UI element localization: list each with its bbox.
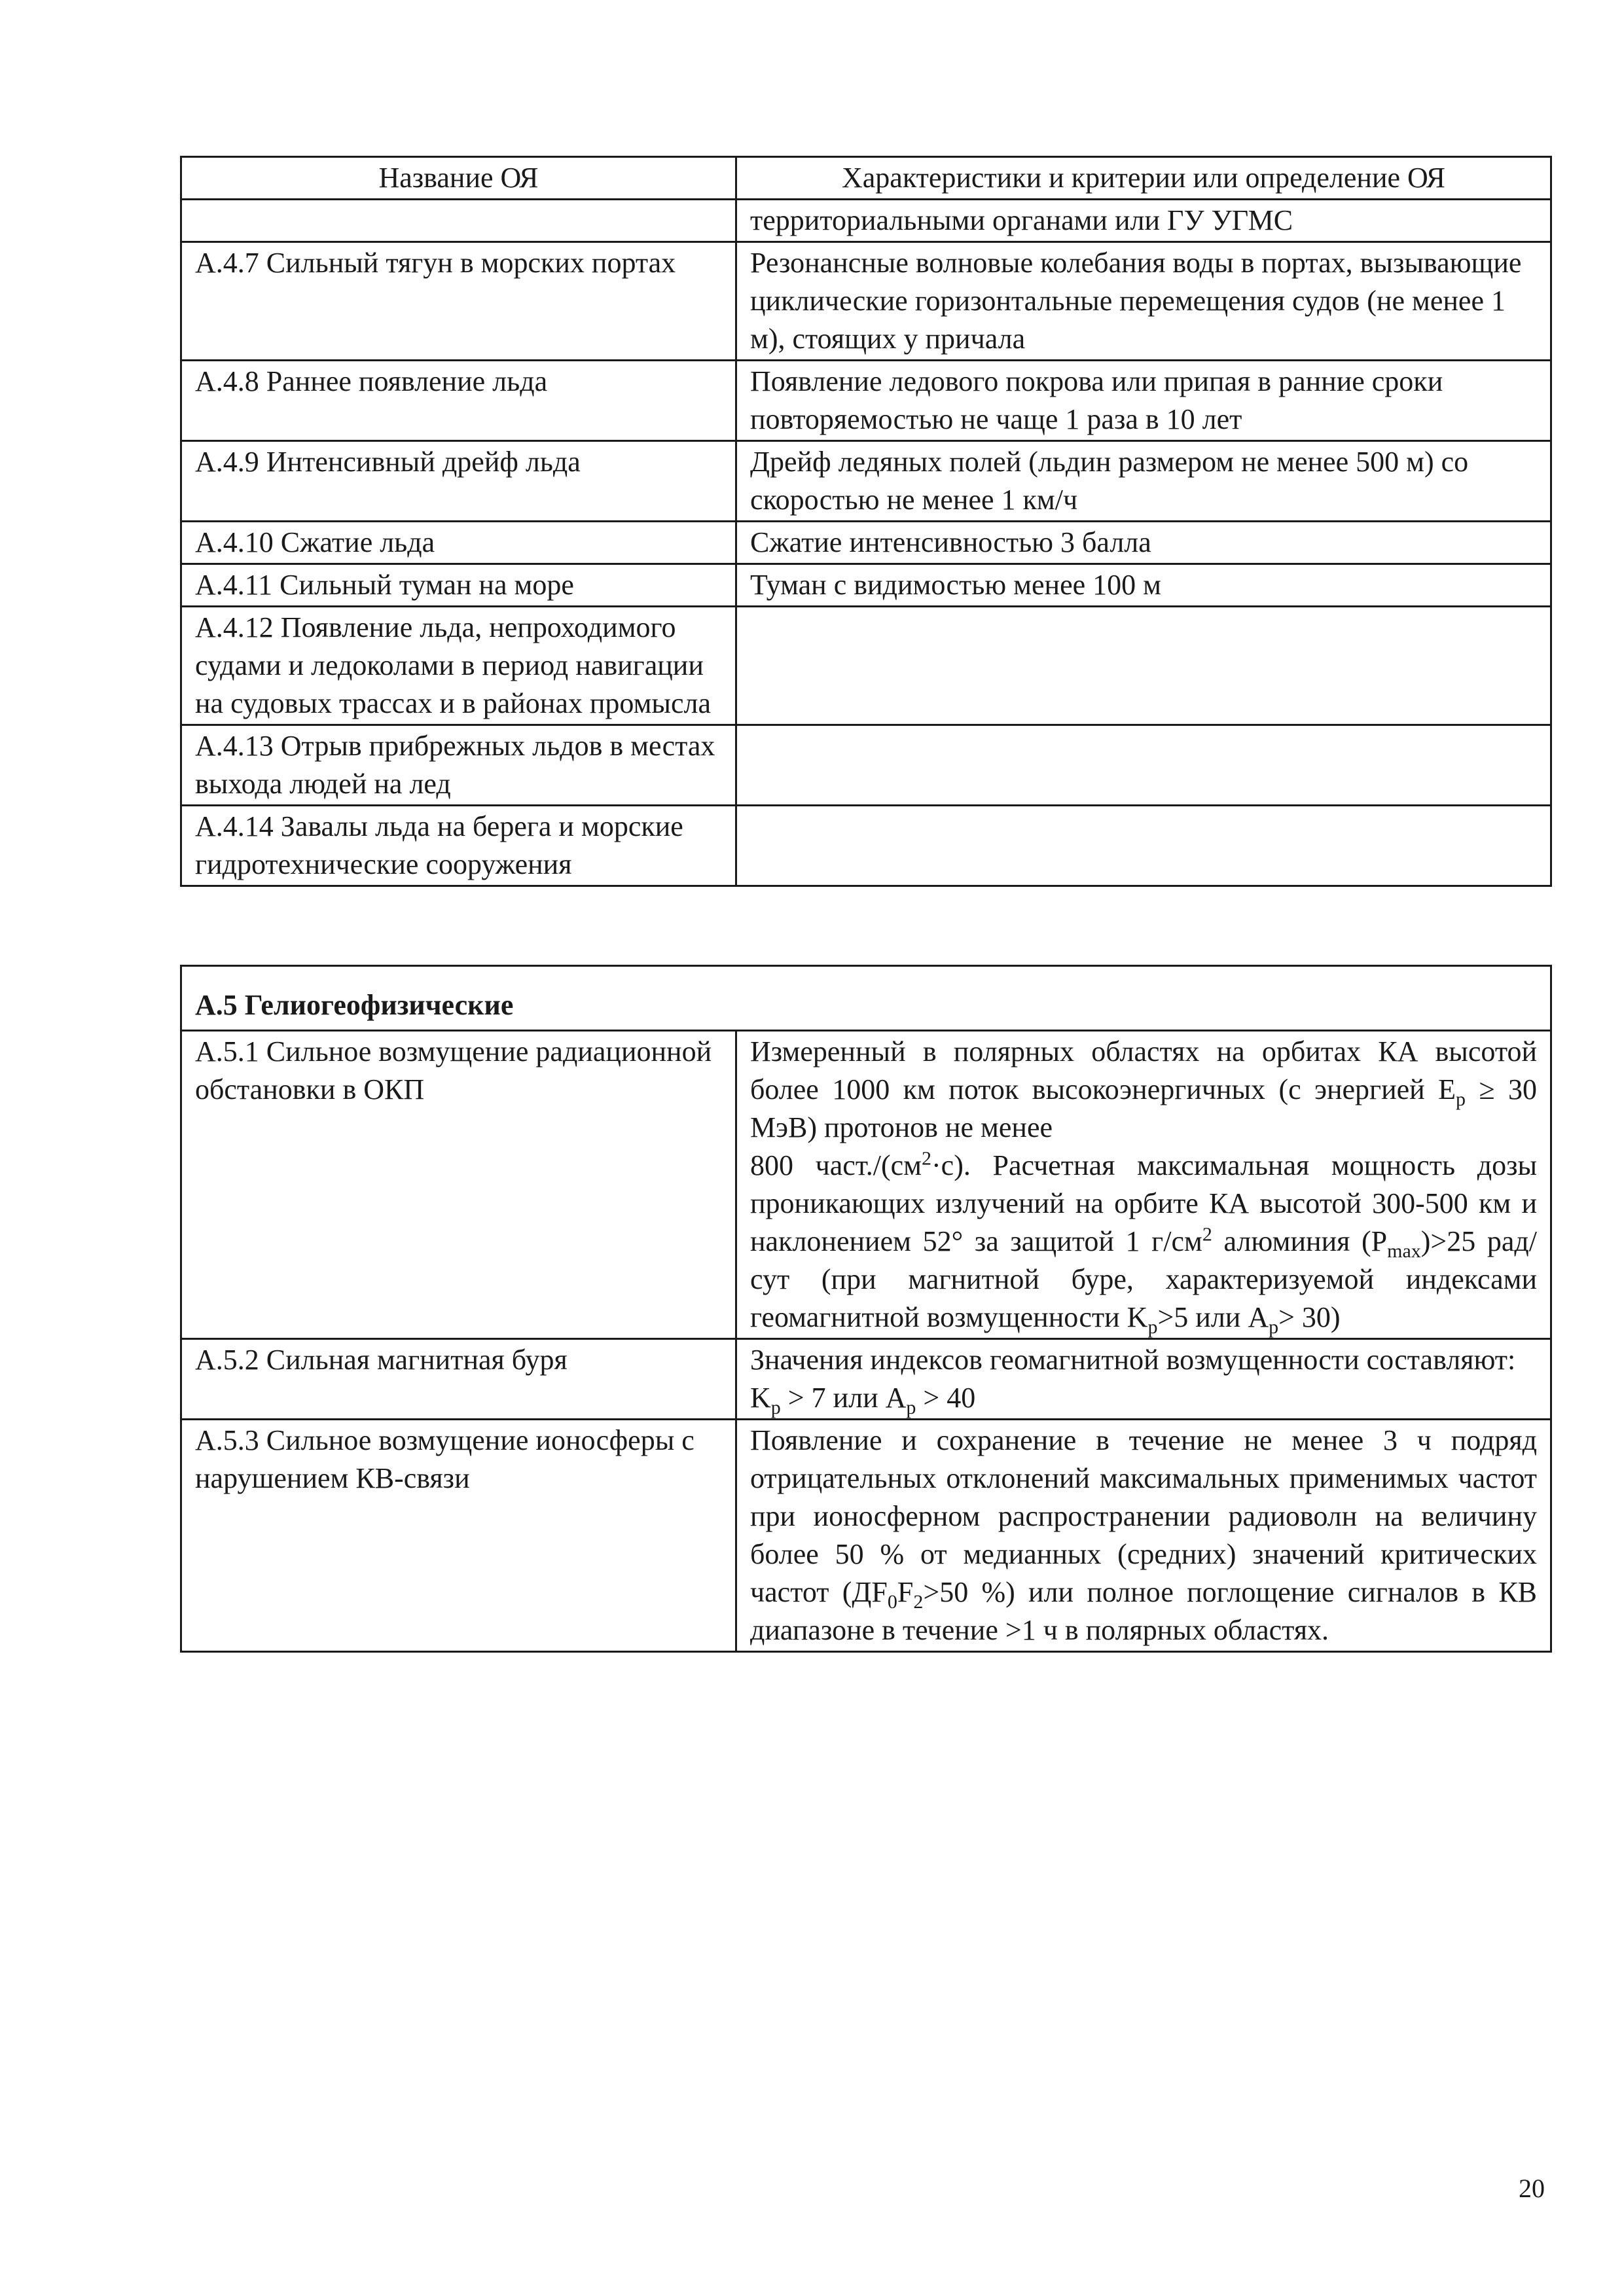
phenomenon-criteria bbox=[736, 1420, 1551, 1652]
subscript: p bbox=[770, 1396, 781, 1418]
hazard-table-marine bbox=[180, 156, 1552, 887]
criteria-text: >5 или A bbox=[1157, 1301, 1269, 1333]
subscript: max bbox=[1387, 1240, 1421, 1262]
phenomenon-name: А.4.12 Появление льда, непроходимого судами и ледоколами в период навигации на судовых трассах и в районах промысла bbox=[181, 607, 736, 725]
table-row bbox=[181, 200, 1551, 242]
phenomenon-name: А.4.11 Сильный туман на море bbox=[181, 564, 736, 607]
table-row bbox=[181, 1031, 1551, 1339]
table-row bbox=[181, 361, 1551, 441]
section-title: А.5 Гелиогеофизические bbox=[181, 966, 1551, 1031]
phenomenon-name: А.4.13 Отрыв прибрежных льдов в местах выхода людей на лед bbox=[181, 725, 736, 806]
phenomenon-name: А.4.9 Интенсивный дрейф льда bbox=[181, 441, 736, 522]
phenomenon-name bbox=[181, 200, 736, 242]
phenomenon-name: А.5.3 Сильное возмущение ионосферы с нарушением КВ-связи bbox=[181, 1420, 736, 1652]
subscript: 0 bbox=[887, 1590, 897, 1613]
phenomenon-criteria: Появление ледового покрова или припая в ранние сроки повторяемостью не чаще 1 раза в 10 лет bbox=[736, 361, 1551, 441]
criteria-text: Появление и сохранение в течение не менее 3 ч подряд отрицательных отклонений максимальных применимых частот при ионосферном распространении радиоволн на величину более 50 % от медианных (средних) значений критических частот (ДF bbox=[750, 1424, 1538, 1608]
criteria-text: > 7 или A bbox=[780, 1382, 907, 1414]
subscript: p bbox=[1456, 1088, 1466, 1110]
table-row bbox=[181, 1339, 1551, 1420]
criteria-text: > 30) bbox=[1278, 1301, 1341, 1333]
section-title-row bbox=[181, 966, 1551, 1031]
criteria-text: >50 %) или полное поглощение сигналов в КВ диапазоне в течение >1 ч в полярных областях. bbox=[750, 1576, 1538, 1646]
superscript: 2 bbox=[922, 1147, 932, 1170]
phenomenon-name: А.5.2 Сильная магнитная буря bbox=[181, 1339, 736, 1420]
table-row bbox=[181, 607, 1551, 725]
criteria-text: )>25 рад/сут (при магнитной буре, характеризуемой индексами геомагнитной возмущенности K bbox=[750, 1225, 1538, 1333]
subscript: p bbox=[1147, 1316, 1158, 1338]
phenomenon-criteria bbox=[736, 725, 1551, 806]
subscript: 2 bbox=[913, 1590, 924, 1613]
table-header-row bbox=[181, 157, 1551, 200]
phenomenon-criteria: Туман с видимостью менее 100 м bbox=[736, 564, 1551, 607]
subscript: p bbox=[906, 1396, 916, 1418]
phenomenon-name: А.4.7 Сильный тягун в морских портах bbox=[181, 242, 736, 361]
criteria-text: F bbox=[897, 1576, 914, 1608]
criteria-text: Измеренный в полярных областях на орбитах КА высотой более 1000 км поток высокоэнергичных (с энергией E bbox=[750, 1035, 1538, 1105]
table-row bbox=[181, 522, 1551, 564]
phenomenon-criteria: территориальными органами или ГУ УГМС bbox=[736, 200, 1551, 242]
phenomenon-name: А.5.1 Сильное возмущение радиационной обстановки в ОКП bbox=[181, 1031, 736, 1339]
phenomenon-criteria: Резонансные волновые колебания воды в портах, вызывающие циклические горизонтальные перемещения судов (не менее 1 м), стоящих у причала bbox=[736, 242, 1551, 361]
phenomenon-criteria bbox=[736, 1031, 1551, 1339]
phenomenon-criteria: Сжатие интенсивностью 3 балла bbox=[736, 522, 1551, 564]
phenomenon-name: А.4.10 Сжатие льда bbox=[181, 522, 736, 564]
table-row bbox=[181, 564, 1551, 607]
criteria-text: ≥ 30 МэВ) протонов не менее bbox=[750, 1073, 1538, 1143]
table-row bbox=[181, 725, 1551, 806]
criteria-text: 800 част./(см bbox=[750, 1149, 922, 1181]
phenomenon-criteria: Дрейф ледяных полей (льдин размером не менее 500 м) со скоростью не менее 1 км/ч bbox=[736, 441, 1551, 522]
superscript: 2 bbox=[1202, 1223, 1212, 1246]
table-row bbox=[181, 806, 1551, 886]
phenomenon-criteria bbox=[736, 1339, 1551, 1420]
header-name-cell: Название ОЯ bbox=[181, 157, 736, 200]
page-number: 20 bbox=[1519, 2174, 1545, 2203]
table-row bbox=[181, 242, 1551, 361]
header-criteria-cell: Характеристики и критерии или определение ОЯ bbox=[736, 157, 1551, 200]
criteria-text: > 40 bbox=[916, 1382, 976, 1414]
phenomenon-name: А.4.8 Раннее появление льда bbox=[181, 361, 736, 441]
criteria-text: K bbox=[750, 1382, 771, 1414]
subscript: p bbox=[1269, 1316, 1279, 1338]
phenomenon-criteria bbox=[736, 607, 1551, 725]
phenomenon-name: А.4.14 Завалы льда на берега и морские гидротехнические сооружения bbox=[181, 806, 736, 886]
criteria-text: алюминия (P bbox=[1212, 1225, 1388, 1257]
hazard-table-heliogeophysical bbox=[180, 965, 1552, 1653]
criteria-text: Значения индексов геомагнитной возмущенности составляют: bbox=[750, 1344, 1516, 1376]
table-row bbox=[181, 1420, 1551, 1652]
criteria-text: ·с). Расчетная максимальная мощность дозы проникающих излучений на орбите КА высотой 300-500 км и наклонением 52° за защитой 1 г/см bbox=[750, 1149, 1538, 1257]
phenomenon-criteria bbox=[736, 806, 1551, 886]
table-row bbox=[181, 441, 1551, 522]
